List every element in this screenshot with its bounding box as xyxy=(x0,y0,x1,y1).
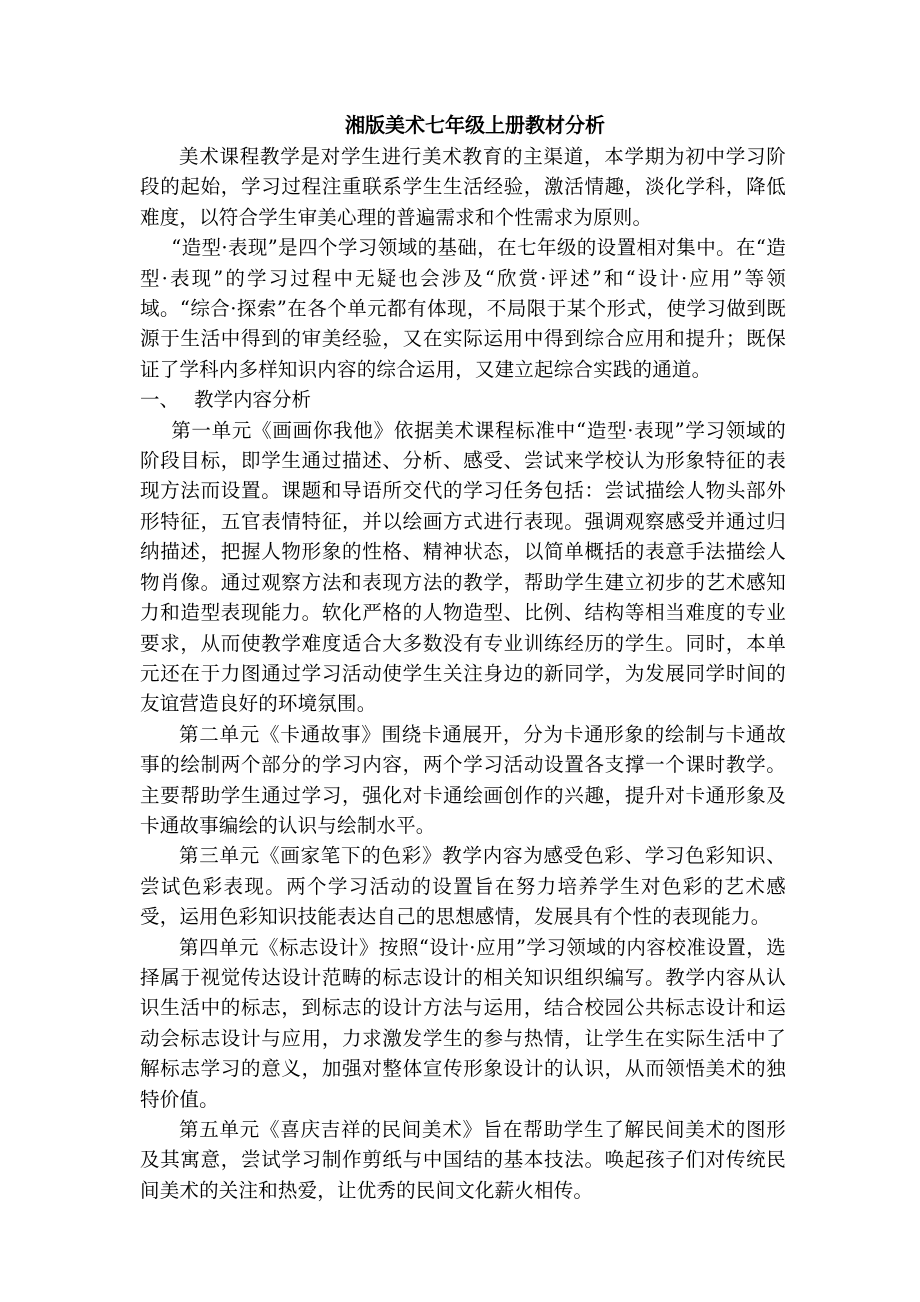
section-heading xyxy=(140,385,786,415)
document-page xyxy=(140,108,786,1206)
unit-5-paragraph: 第五单元《喜庆吉祥的民间美术》旨在帮助学生了解民间美术的图形及其寓意，尝试学习制作剪纸与中国结的基本技法。唤起孩子们对传统民间美术的关注和热爱，让优秀的民间文化薪火相传。 xyxy=(140,1118,786,1202)
unit-2-paragraph: 第二单元《卡通故事》围绕卡通展开，分为卡通形象的绘制与卡通故事的绘制两个部分的学习内容，两个学习活动设置各支撑一个课时教学。主要帮助学生通过学习，强化对卡通绘画创作的兴趣，提升对卡通形象及卡通故事编绘的认识与绘制水平。 xyxy=(140,722,786,837)
unit-1-paragraph: 第一单元《画画你我他》依据美术课程标准中“造型·表现”学习领域的阶段目标，即学生通过描述、分析、感受、尝试来学校认为形象特征的表现方法而设置。课题和导语所交代的学习任务包括：尝试描绘人物头部外形特征，五官表情特征，并以绘画方式进行表现。强调观察感受并通过归纳描述，把握人物形象的性格、精神状态，以简单概括的表意手法描绘人物肖像。通过观察方法和表现方法的教学，帮助学生建立初步的艺术感知力和造型表现能力。软化严格的人物造型、比例、结构等相当难度的专业要求，从而使教学难度适合大多数没有专业训练经历的学生。同时，本单元还在于力图通过学习活动使学生关注身边的新同学，为发展同学时间的友谊营造良好的环境氛围。 xyxy=(140,418,786,716)
section-number: 一、 xyxy=(140,388,180,412)
unit-4-paragraph: 第四单元《标志设计》按照“设计·应用”学习领域的内容校准设置，选择属于视觉传达设计范畴的标志设计的相关知识组织编写。教学内容从认识生活中的标志，到标志的设计方法与运用，结合校园公共标志设计和运动会标志设计与应用，力求激发学生的参与热情，让学生在实际生活中了解标志学习的意义，加强对整体宣传形象设计的认识，从而领悟美术的独特价值。 xyxy=(140,935,786,1111)
intro-paragraph-2: “造型·表现”是四个学习领域的基础，在七年级的设置相对集中。在“造型·表现”的学习过程中无疑也会涉及“欣赏·评述”和“设计·应用”等领域。“综合·探索”在各个单元都有体现，不局限于某个形式，使学习做到既源于生活中得到的审美经验，又在实际运用中得到综合应用和提升；既保证了学科内多样知识内容的综合运用，又建立起综合实践的通道。 xyxy=(140,236,786,381)
unit-3-paragraph: 第三单元《画家笔下的色彩》教学内容为感受色彩、学习色彩知识、尝试色彩表现。两个学习活动的设置旨在努力培养学生对色彩的艺术感受，运用色彩知识技能表达自己的思想感情，发展具有个性的表现能力。 xyxy=(140,844,786,929)
document-title: 湘版美术七年级上册教材分析 xyxy=(345,113,605,137)
section-title: 教学内容分析 xyxy=(194,388,312,412)
intro-paragraph-1: 美术课程教学是对学生进行美术教育的主渠道，本学期为初中学习阶段的起始，学习过程注重联系学生生活经验，激活情趣，淡化学科，降低难度，以符合学生审美心理的普遍需求和个性需求为原则。 xyxy=(140,145,786,229)
